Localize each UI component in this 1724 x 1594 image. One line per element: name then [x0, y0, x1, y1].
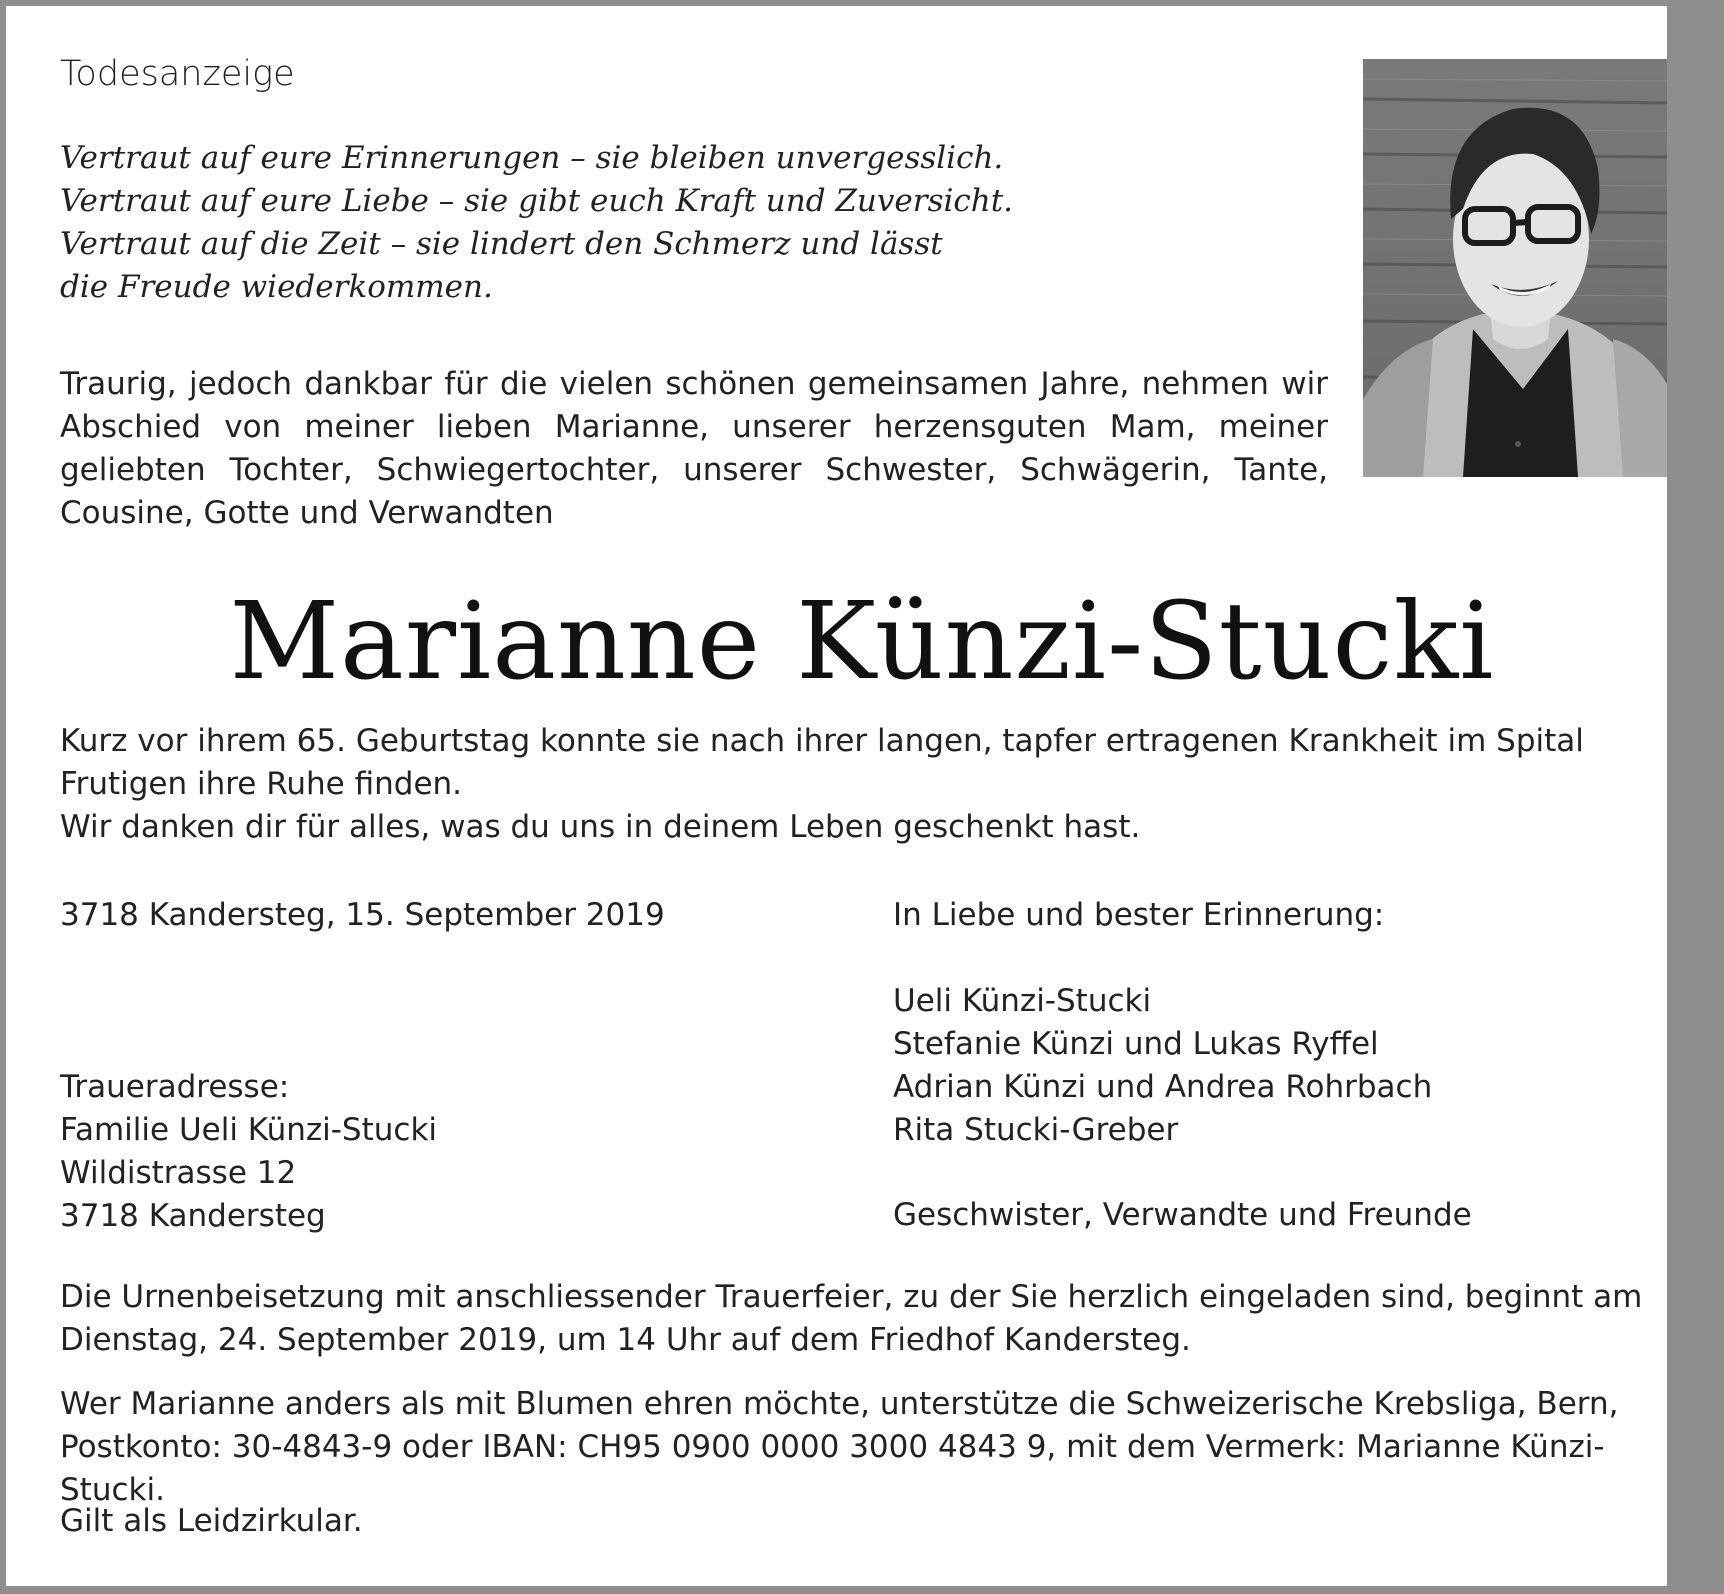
poem-line: Vertraut auf die Zeit – sie lindert den Schmerz und lässt [60, 226, 943, 262]
donation-paragraph: Wer Marianne anders als mit Blumen ehren möchte, unterstütze die Schweizerische Krebsliga, Bern, Postkonto: 30-4843-9 oder IBAN: CH95 0900 0000 3000 4843 9, mit dem Vermerk: Marianne Künzi-Stucki. [60, 1386, 1619, 1508]
mourning-address [60, 1066, 437, 1238]
remembrance-heading: In Liebe und bester Erinnerung: [893, 897, 1385, 933]
poem-line: Vertraut auf eure Liebe – sie gibt euch Kraft und Zuversicht. [60, 183, 1014, 219]
circular-note: Gilt als Leidzirkular. [60, 1503, 363, 1539]
passing-text: Kurz vor ihrem 65. Geburtstag konnte sie nach ihrer langen, tapfer ertragenen Krankheit im Spital Frutigen ihre Ruhe finden. [60, 723, 1584, 802]
poem-line: Vertraut auf eure Erinnerungen – sie bleiben unvergesslich. [60, 140, 1004, 176]
mourner-name: Ueli Künzi-Stucki [893, 983, 1152, 1019]
obituary-page [6, 6, 1667, 1586]
passing-paragraph [60, 720, 1670, 849]
mourner-name: Adrian Künzi und Andrea Rohrbach [893, 1069, 1433, 1105]
address-line: Wildistrasse 12 [60, 1155, 297, 1191]
ceremony-paragraph: Die Urnenbeisetzung mit anschliessender Trauerfeier, zu der Sie herzlich eingeladen sind, beginnt am Dienstag, 24. September 2019, um 14 Uhr auf dem Friedhof Kandersteg. [60, 1279, 1643, 1358]
address-heading: Traueradresse: [60, 1069, 290, 1105]
intro-paragraph: Traurig, jedoch dankbar für die vielen schönen gemeinsamen Jahre, nehmen wir Abschied von meiner lieben Marianne, unserer herzensguten Mam, meiner geliebten Tochter, Schwiegertochter, unserer Schwester, Schwägerin, Tante, Cousine, Gotte und Verwandten [60, 366, 1328, 531]
poem [60, 137, 1013, 309]
address-line: 3718 Kandersteg [60, 1198, 326, 1234]
mourners-extra: Geschwister, Verwandte und Freunde [893, 1197, 1472, 1233]
thanks-text: Wir danken dir für alles, was du uns in deinem Leben geschenkt hast. [60, 809, 1141, 845]
mourner-name: Rita Stucki-Greber [893, 1112, 1179, 1148]
page-frame [1667, 0, 1724, 1594]
mourner-name: Stefanie Künzi und Lukas Ryffel [893, 1026, 1379, 1062]
place-date: 3718 Kandersteg, 15. September 2019 [60, 897, 665, 933]
notice-label: Todesanzeige [60, 54, 295, 94]
deceased-name: Marianne Künzi-Stucki [229, 580, 1495, 704]
portrait-photo [1363, 59, 1670, 477]
address-line: Familie Ueli Künzi-Stucki [60, 1112, 438, 1148]
mourners-list [893, 980, 1432, 1152]
poem-line: die Freude wiederkommen. [60, 269, 493, 305]
portrait-illustration [1363, 59, 1670, 477]
